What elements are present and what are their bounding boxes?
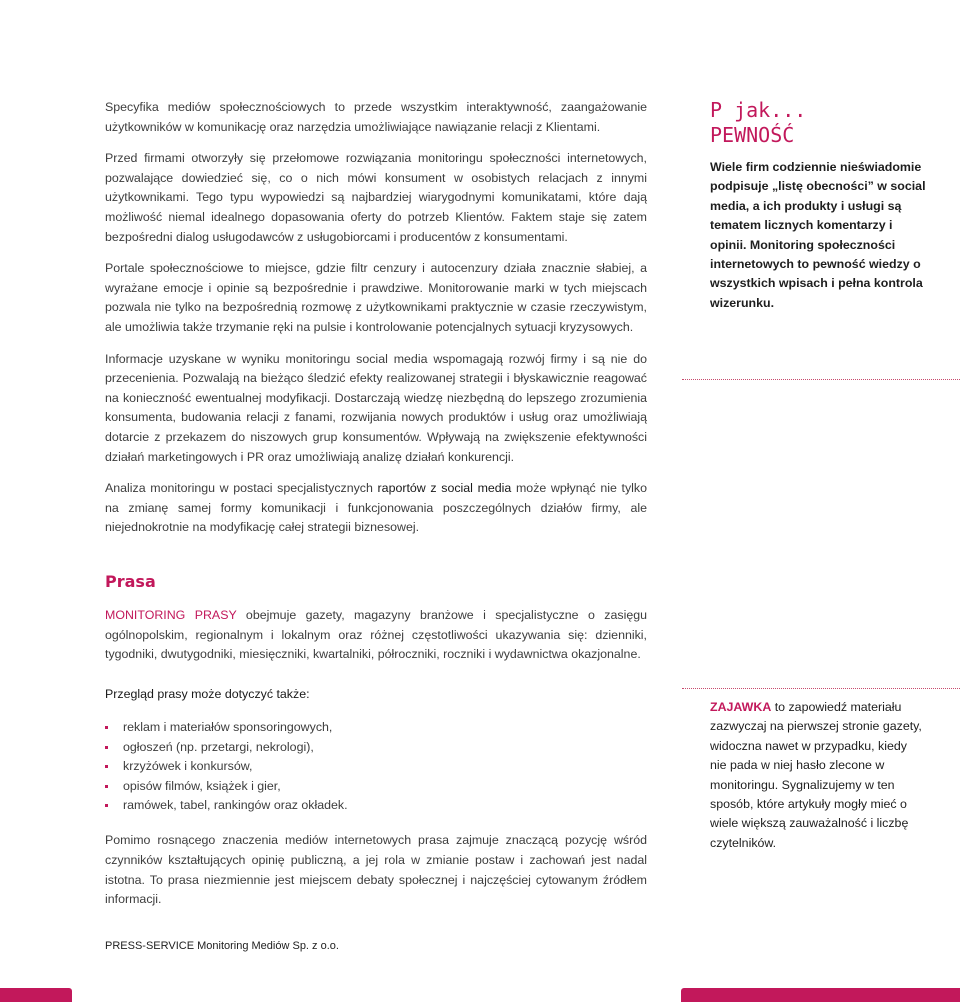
sidebar-zajawka xyxy=(710,698,925,853)
list-heading: Przegląd prasy może dotyczyć także: xyxy=(105,686,310,701)
prasa-content xyxy=(105,606,647,910)
list-item: ogłoszeń (np. przetargi, nekrologi), xyxy=(105,738,647,757)
list-item: opisów filmów, książek i gier, xyxy=(105,777,647,796)
corner-accent-right xyxy=(681,988,960,1002)
sidebar2-keyword: ZAJAWKA xyxy=(710,700,772,714)
main-article xyxy=(105,98,647,538)
paragraph-5 xyxy=(105,479,647,538)
paragraph-1: Specyfika mediów społecznościowych to przede wszystkim interaktywność, zaangażowanie użytkowników w komunikację oraz narzędzia umożliwiające nawiązanie relacji z Klientami. xyxy=(105,100,647,134)
paragraph-3: Portale społecznościowe to miejsce, gdzie filtr cenzury i autocenzury działa znacznie słabiej, a wyrażane emocje i opinie są bezpośrednie i prawdziwe. Monitorowanie marki w tych miejscach pozwala nie tylko na bezpośrednią rozmowę z użytkownikami praktycznie w czasie rzeczywistym, ale umożliwia także trzymanie ręki na pulsie i kontrolowanie potencjalnych sytuacji kryzysowych. xyxy=(105,261,647,334)
sidebar2-divider xyxy=(682,688,960,689)
sidebar-divider xyxy=(682,379,960,380)
paragraph-2: Przed firmami otworzyły się przełomowe rozwiązania monitoringu społeczności internetowych, pozwalające dowiedzieć się, co o nich mówi konsument w osobistych relacjach z innymi użytkownikami. Tego typu wypowiedzi są najbardziej wiarygodnymi komunikatami, które dają możliwość niemal idealnego dopasowania oferty do potrzeb Klientów. Faktem staje się zatem bezpośredni dialog usługodawców z usługobiorcami i producentów z konsumentami. xyxy=(105,151,647,244)
sidebar-title-line1: P jak... xyxy=(710,98,807,122)
prasa-intro-rest: obejmuje gazety, magazyny branżowe i specjalistyczne o zasięgu ogólnopolskim, regionalnym i lokalnym oraz różnej częstotliwości ukazywania się: dzienniki, tygodniki, dwutygodniki, miesięczniki, kwartalniki, półroczniki, roczniki i wydawnictwa okazjonalne. xyxy=(105,608,647,662)
list-item: krzyżówek i konkursów, xyxy=(105,757,647,776)
list-item: ramówek, tabel, rankingów oraz okładek. xyxy=(105,796,647,815)
prasa-intro xyxy=(105,606,647,665)
prasa-keyword: MONITORING PRASY xyxy=(105,608,237,622)
sidebar-title-line2: PEWNOŚĆ xyxy=(710,123,795,147)
corner-accent-left xyxy=(0,988,72,1002)
paragraph-4: Informacje uzyskane w wyniku monitoringu social media wspomagają rozwój firmy i są nie do przecenienia. Pozwalają na bieżąco śledzić efekty realizowanej strategii i błyskawicznie reagować na konieczność ewentualnej modyfikacji. Dostarczają wiedzę niezbędną do lepszego zrozumienia konsumenta, budowania relacji z fanami, rozwijania nowych produktów i usług oraz umożliwiają dotarcie z przekazem do niszowych grup konsumentów. Wpływają na zwiększenie efektywności działań marketingowych i PR oraz umożliwiają analizę działań konkurencji. xyxy=(105,351,647,464)
paragraph-5-end: może wpłynąć nie tylko na zmianę samej formy komunikacji i funkcjonowania poszczególnych działów firmy, ale niejednokrotnie na modyfikację całej strategii biznesowej. xyxy=(105,481,647,535)
section-title-prasa: Prasa xyxy=(105,572,156,591)
sidebar2-body: to zapowiedź materiału zazwyczaj na pierwszej stronie gazety, widoczna nawet w przypadku, kiedy nie pada w niej hasło zlecone w monitoringu. Sygnalizujemy w ten sposób, które artykuły mogły mieć o wiele większą zauważalność i liczbę czytelników. xyxy=(710,700,922,850)
paragraph-5-start: Analiza monitoringu w postaci specjalistycznych xyxy=(105,481,378,496)
list-item: reklam i materiałów sponsoringowych, xyxy=(105,718,647,737)
sidebar-body: Wiele firm codziennie nieświadomie podpisuje „listę obecności” w social media, a ich produkty i usługi są tematem licznych komentarzy i opinii. Monitoring społeczności internetowych to pewność wiedzy o wszystkich wpisach i pełna kontrola wizerunku. xyxy=(710,160,926,310)
social-media-reports-link[interactable]: raportów z social media xyxy=(377,481,512,496)
sidebar2-text xyxy=(710,698,925,853)
prasa-closing: Pomimo rosnącego znaczenia mediów internetowych prasa zajmuje znaczącą pozycję wśród czynników kształtujących opinię publiczną, a jej rola w zmianie postaw i zachowań jest nadal istotna. To prasa niezmiennie jest miejscem debaty społecznej i najczęściej cytowanym źródłem informacji. xyxy=(105,833,647,907)
sidebar-pewnosc xyxy=(710,98,930,313)
prasa-list xyxy=(105,718,647,815)
footer-company: PRESS-SERVICE Monitoring Mediów Sp. z o.o. xyxy=(105,940,339,952)
